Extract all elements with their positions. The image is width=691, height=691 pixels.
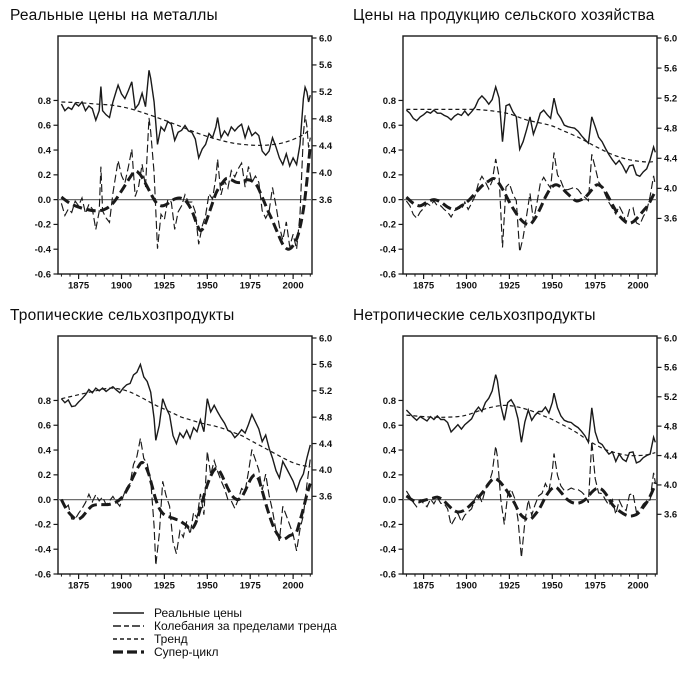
left-axis-label: 0.6: [382, 420, 396, 432]
trend-line: [406, 109, 655, 162]
legend-item-supercycle: [112, 645, 691, 658]
right-axis-label: 4.8: [319, 412, 333, 424]
left-axis-label: 0.4: [382, 145, 396, 157]
long-dash-line-icon: [112, 621, 145, 630]
legend-item-real-prices: [112, 606, 691, 619]
chart-cell-metals: [0, 0, 345, 300]
right-axis-label: 4.4: [319, 141, 333, 153]
left-axis-label: -0.6: [379, 569, 396, 581]
trend-line: [61, 388, 310, 467]
legend-label: Супер-цикл: [154, 644, 219, 659]
x-axis-label: 1875: [413, 280, 435, 292]
left-axis-label: -0.2: [379, 219, 396, 231]
left-axis-label: -0.4: [379, 544, 396, 556]
right-axis-label: 5.2: [664, 93, 678, 105]
x-axis-label: 1975: [584, 580, 606, 592]
right-axis-label: 6.0: [664, 333, 678, 345]
x-axis-label: 2000: [627, 580, 649, 592]
left-axis-label: 0.0: [382, 194, 396, 206]
real-prices-line: [61, 70, 310, 166]
x-axis-label: 1950: [196, 280, 218, 292]
left-axis-label: -0.2: [34, 219, 51, 231]
left-axis-label: 0.8: [37, 395, 51, 407]
right-axis-label: 4.0: [319, 167, 333, 179]
x-axis-label: 1875: [68, 280, 90, 292]
right-axis-label: 4.0: [664, 183, 678, 195]
x-axis-label: 1900: [110, 280, 133, 292]
left-axis-label: -0.4: [34, 544, 51, 556]
short-dash-line-icon: [112, 634, 145, 643]
left-axis-label: -0.6: [34, 569, 51, 581]
x-axis-label: 1875: [68, 580, 90, 592]
legend: [112, 606, 691, 658]
right-axis-label: 4.0: [664, 480, 678, 492]
x-axis-label: 1950: [196, 580, 218, 592]
right-axis-label: 4.8: [664, 123, 678, 135]
x-axis-label: 2000: [627, 280, 649, 292]
left-axis-label: 0.6: [37, 420, 51, 432]
left-axis-label: 0.0: [37, 194, 51, 206]
fluctuations-line: [61, 115, 310, 249]
right-axis-label: 4.4: [319, 438, 333, 450]
plot-frame: [58, 36, 312, 274]
legend-label: Колебания за пределами тренда: [154, 618, 337, 633]
solid-line-icon: [112, 608, 145, 617]
right-axis-label: 4.4: [664, 450, 678, 462]
x-axis-label: 1950: [541, 580, 563, 592]
left-axis-label: 0.2: [382, 470, 396, 482]
x-axis-label: 1975: [584, 280, 606, 292]
chart-agriculture: [345, 28, 690, 300]
left-axis-label: 0.8: [37, 95, 51, 107]
real-prices-line: [406, 375, 655, 463]
left-axis-label: 0.6: [382, 120, 396, 132]
super-cycle-line: [61, 145, 310, 249]
right-axis-label: 5.6: [319, 359, 333, 371]
x-axis-label: 2000: [282, 280, 304, 292]
left-axis-label: 0.0: [37, 494, 51, 506]
left-axis-label: -0.2: [379, 519, 396, 531]
chart-title-agriculture: Цены на продукцию сельского хозяйства: [353, 7, 655, 24]
legend-label: Тренд: [154, 631, 188, 646]
x-axis-label: 1900: [455, 280, 478, 292]
x-axis-label: 1975: [239, 580, 261, 592]
chart-tropical: [0, 328, 345, 600]
plot-frame: [403, 36, 657, 274]
fluctuations-line: [406, 153, 655, 252]
left-axis-label: -0.6: [34, 269, 51, 281]
x-axis-label: 1925: [498, 580, 520, 592]
right-axis-label: 6.0: [319, 33, 333, 45]
right-axis-label: 4.4: [664, 153, 678, 165]
plot-frame: [58, 336, 312, 574]
x-axis-label: 1925: [153, 280, 175, 292]
x-axis-label: 1925: [498, 280, 520, 292]
right-axis-label: 4.8: [664, 421, 678, 433]
chart-title-nontropical: Нетропические сельхозпродукты: [353, 307, 596, 324]
real-prices-line: [406, 87, 655, 176]
left-axis-label: 0.4: [37, 145, 51, 157]
chart-nontropical: [345, 328, 690, 600]
right-axis-label: 3.6: [319, 491, 333, 503]
chart-metals: [0, 28, 345, 300]
chart-title-metals: Реальные цены на металлы: [10, 7, 218, 24]
right-axis-label: 5.2: [664, 392, 678, 404]
legend-label: Реальные цены: [154, 605, 243, 620]
chart-title-tropical: Тропические сельхозпродукты: [10, 307, 235, 324]
left-axis-label: 0.4: [37, 445, 51, 457]
right-axis-label: 3.6: [664, 509, 678, 521]
left-axis-label: 0.6: [37, 120, 51, 132]
x-axis-label: 2000: [282, 580, 304, 592]
left-axis-label: 0.4: [382, 445, 396, 457]
legend-item-fluctuations: [112, 619, 691, 632]
right-axis-label: 3.6: [664, 213, 678, 225]
trend-line: [406, 405, 655, 455]
x-axis-label: 1900: [110, 580, 133, 592]
x-axis-label: 1875: [413, 580, 435, 592]
left-axis-label: 0.0: [382, 494, 396, 506]
left-axis-label: -0.4: [379, 244, 396, 256]
right-axis-label: 5.2: [319, 87, 333, 99]
x-axis-label: 1975: [239, 280, 261, 292]
left-axis-label: 0.2: [37, 470, 51, 482]
left-axis-label: -0.6: [379, 269, 396, 281]
thick-dash-line-icon: [112, 647, 145, 656]
right-axis-label: 6.0: [664, 33, 678, 45]
right-axis-label: 4.0: [319, 465, 333, 477]
right-axis-label: 5.6: [664, 362, 678, 374]
super-cycle-line: [406, 179, 655, 225]
right-axis-label: 5.2: [319, 386, 333, 398]
x-axis-label: 1950: [541, 280, 563, 292]
right-axis-label: 5.6: [319, 60, 333, 72]
left-axis-label: 0.2: [37, 170, 51, 182]
right-axis-label: 5.6: [664, 63, 678, 75]
legend-item-trend: [112, 632, 691, 645]
right-axis-label: 3.6: [319, 194, 333, 206]
chart-cell-tropical: [0, 300, 345, 600]
chart-cell-nontropical: [345, 300, 691, 600]
chart-cell-agriculture: [345, 0, 691, 300]
x-axis-label: 1900: [455, 580, 478, 592]
right-axis-label: 4.8: [319, 114, 333, 126]
left-axis-label: -0.4: [34, 244, 51, 256]
left-axis-label: 0.2: [382, 170, 396, 182]
left-axis-label: 0.8: [382, 95, 396, 107]
x-axis-label: 1925: [153, 580, 175, 592]
left-axis-label: -0.2: [34, 519, 51, 531]
real-prices-line: [61, 364, 310, 491]
right-axis-label: 6.0: [319, 333, 333, 345]
left-axis-label: 0.8: [382, 395, 396, 407]
